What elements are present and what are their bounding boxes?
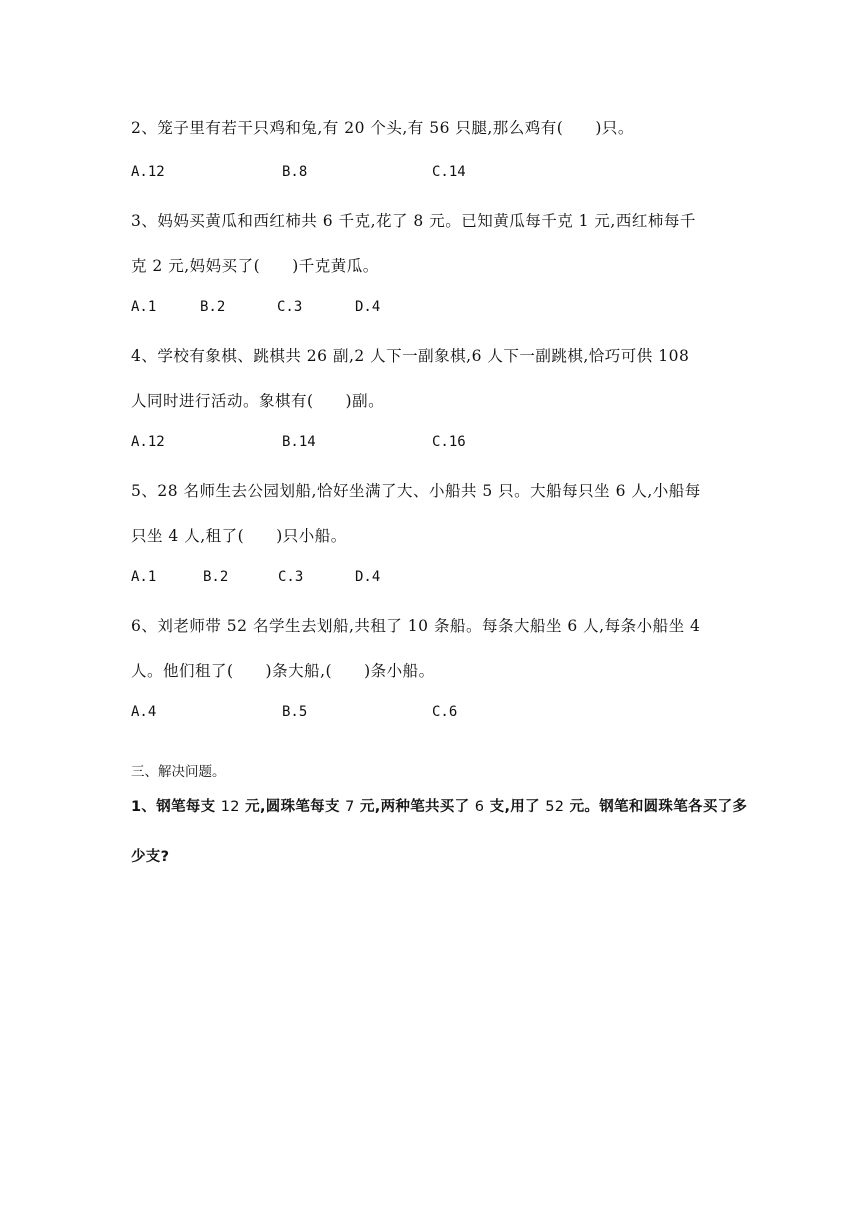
question-4-option-b: B.14 (282, 434, 316, 450)
problem-1-text: 元,圆珠笔每支 (239, 799, 346, 815)
question-4-text-line2: 人同时进行活动。象棋有( )副。 (131, 392, 385, 410)
question-2-option-b: B.8 (282, 164, 308, 180)
question-3-text-line2: 克 2 元,妈妈买了( )千克黄瓜。 (131, 257, 379, 275)
problem-1-text: 元。钢笔和圆珠笔各买了多 (564, 799, 748, 815)
question-5-option-a: A.1 (131, 569, 157, 585)
question-2-option-c: C.14 (432, 164, 466, 180)
question-3-option-d: D.4 (355, 299, 381, 315)
question-3-option-b: B.2 (200, 299, 226, 315)
question-4-text-line1: 4、学校有象棋、跳棋共 26 副,2 人下一副象棋,6 人下一副跳棋,恰巧可供 108 (131, 347, 690, 365)
problem-1-line1 (131, 795, 747, 816)
question-5-option-c: C.3 (278, 569, 304, 585)
problem-1-number: 52 (545, 799, 565, 815)
question-5-text-line1: 5、28 名师生去公园划船,恰好坐满了大、小船共 5 只。大船每只坐 6 人,小船每 (131, 482, 701, 500)
question-6-option-b: B.5 (282, 704, 308, 720)
question-4-option-c: C.16 (432, 434, 466, 450)
question-5-text-line2: 只坐 4 人,租了( )只小船。 (131, 527, 347, 545)
problem-1-number: 12 (220, 799, 240, 815)
question-3-text-line1: 3、妈妈买黄瓜和西红柿共 6 千克,花了 8 元。已知黄瓜每千克 1 元,西红柿每千 (131, 212, 696, 230)
question-6-option-c: C.6 (432, 704, 458, 720)
question-6-text-line2: 人。他们租了( )条大船,( )条小船。 (131, 662, 435, 680)
section-3-heading: 三、解决问题。 (131, 764, 226, 780)
problem-1-text: 1、钢笔每支 (131, 799, 221, 815)
question-5-option-b: B.2 (203, 569, 229, 585)
question-6-text-line1: 6、刘老师带 52 名学生去划船,共租了 10 条船。每条大船坐 6 人,每条小船坐 4 (131, 617, 701, 635)
problem-1-number: 6 (474, 799, 485, 815)
problem-1-line2: 少支? (131, 849, 170, 865)
problem-1-text: 元,两种笔共买了 (354, 799, 475, 815)
problem-1-text: 支,用了 (484, 799, 546, 815)
question-2-option-a: A.12 (131, 164, 165, 180)
question-4-option-a: A.12 (131, 434, 165, 450)
question-3-option-a: A.1 (131, 299, 157, 315)
problem-1-number: 7 (345, 799, 355, 815)
question-2-text: 2、笼子里有若干只鸡和兔,有 20 个头,有 56 只腿,那么鸡有( )只。 (131, 119, 634, 137)
question-6-option-a: A.4 (131, 704, 157, 720)
question-3-option-c: C.3 (277, 299, 303, 315)
question-5-option-d: D.4 (355, 569, 381, 585)
